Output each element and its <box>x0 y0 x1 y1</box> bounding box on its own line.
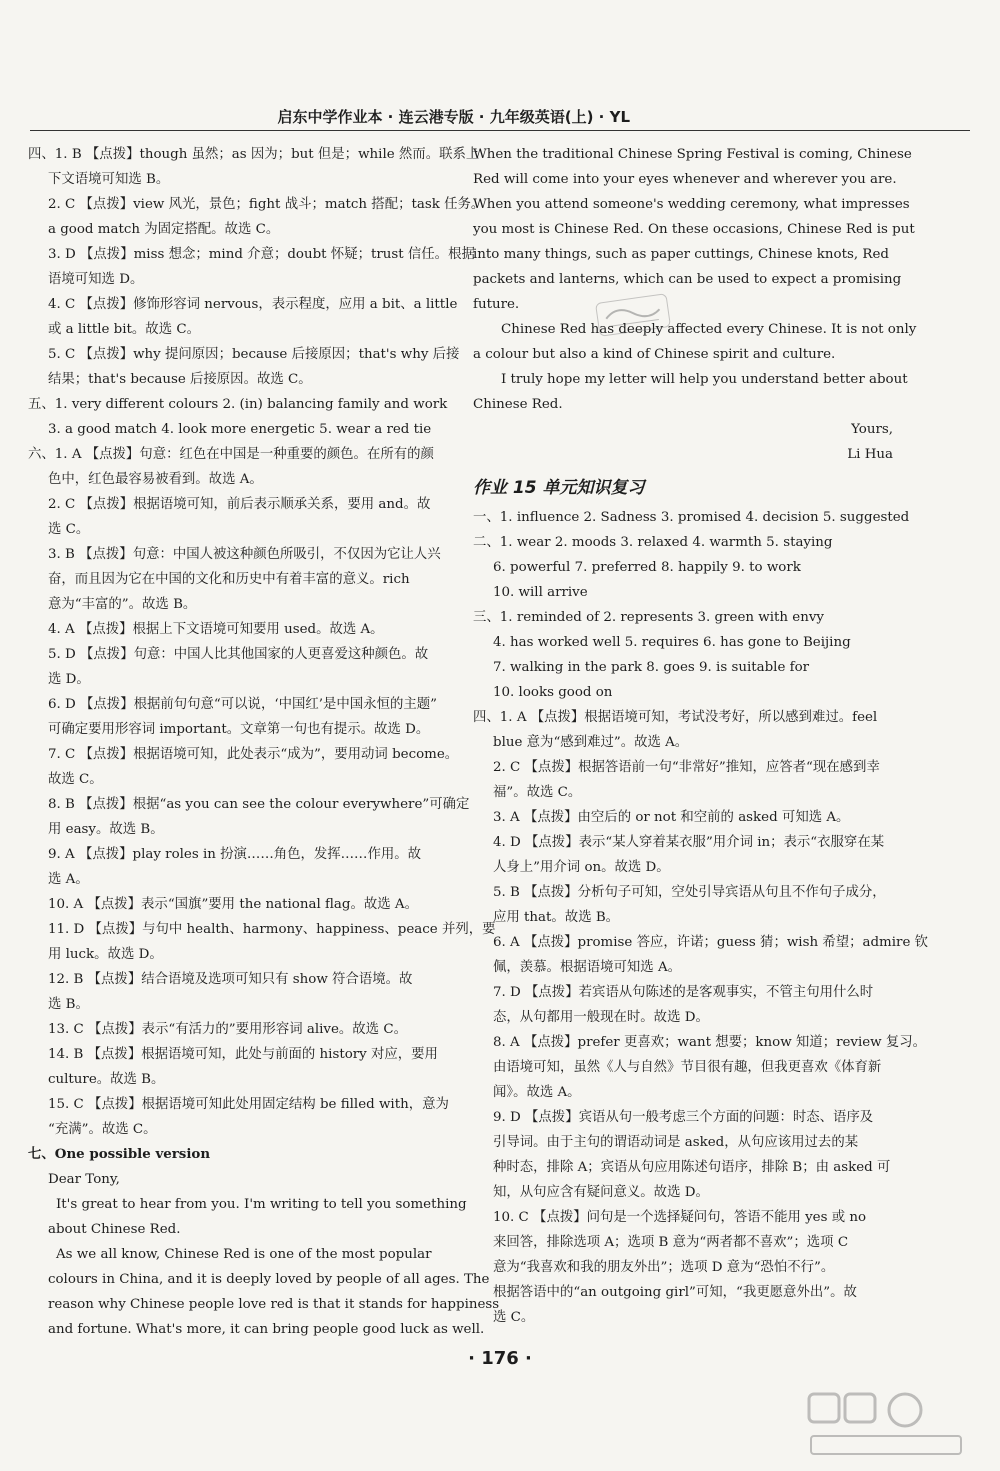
left-text-line: 选 B。 <box>48 997 89 1012</box>
left-text-line: 选 A。 <box>48 872 89 887</box>
letter-text-line: When the traditional Chinese Spring Festival is coming, Chinese <box>473 147 912 162</box>
left-text-line: 意为“丰富的”。故选 B。 <box>48 597 197 612</box>
left-text-line: colours in China, and it is deeply loved by people of all ages. The <box>48 1272 490 1287</box>
left-text-line: 五、1. very different colours 2. (in) balancing family and work <box>28 397 448 412</box>
answer-text-line: 3. A 【点拨】由空后的 or not 和空前的 asked 可知选 A。 <box>493 810 850 825</box>
left-text-line: 用 easy。故选 B。 <box>48 822 164 837</box>
answer-text-line: 6. powerful 7. preferred 8. happily 9. to work <box>493 560 801 575</box>
letter-text-line: Chinese Red. <box>473 397 563 412</box>
letter-text-line: When you attend someone's wedding ceremony, what impresses <box>473 197 910 212</box>
answer-text-line: 8. A 【点拨】prefer 更喜欢；want 想要；know 知道；review 复习。 <box>493 1035 927 1050</box>
left-text-line: 7. C 【点拨】根据语境可知，此处表示“成为”，要用动词 become。 <box>48 747 459 762</box>
letter-text-line: I truly hope my letter will help you understand better about <box>501 372 908 387</box>
answer-text-line: 由语境可知，虽然《人与自然》节目很有趣，但我更喜欢《体育新 <box>493 1060 882 1075</box>
left-text-line: 六、1. A 【点拨】句意：红色在中国是一种重要的颜色。在所有的颜 <box>28 447 434 462</box>
answer-text-line: 意为“我喜欢和我的朋友外出”；选项 D 意为“恐怕不行”。 <box>493 1260 835 1275</box>
page-number: · 176 · <box>468 1348 532 1369</box>
letter-text-line: future. <box>473 297 520 312</box>
left-text-line: 4. A 【点拨】根据上下文语境可知要用 used。故选 A。 <box>48 622 384 637</box>
answer-text-line: 7. walking in the park 8. goes 9. is suitable for <box>493 660 810 675</box>
left-text-line: 用 luck。故选 D。 <box>48 947 163 962</box>
left-text-line: 4. C 【点拨】修饰形容词 nervous，表示程度，应用 a bit、a little <box>48 297 458 312</box>
answer-text-line: 7. D 【点拨】若宾语从句陈述的是客观事实，不管主句用什么时 <box>493 985 874 1000</box>
left-text-line: 3. B 【点拨】句意：中国人被这种颜色所吸引，不仅因为它让人兴 <box>48 547 441 562</box>
left-text-line: 12. B 【点拨】结合语境及选项可知只有 show 符合语境。故 <box>48 972 413 987</box>
section-heading: 作业 15 单元知识复习 <box>473 478 645 498</box>
running-title: 启东中学作业本 · 连云港专版 · 九年级英语(上) · YL <box>277 108 630 126</box>
left-text-line: It's great to hear from you. I'm writing to tell you something <box>56 1197 467 1212</box>
answer-text-line: 闻》。故选 A。 <box>493 1085 581 1100</box>
answer-text-line: 三、1. reminded of 2. represents 3. green with envy <box>473 610 824 625</box>
left-text-line: about Chinese Red. <box>48 1222 181 1237</box>
letter-text-line: Yours, <box>851 422 893 437</box>
left-text-line: 3. D 【点拨】miss 想念；mind 介意；doubt 怀疑；trust 信任。根据 <box>48 247 475 262</box>
left-text-line: culture。故选 B。 <box>48 1072 165 1087</box>
answer-text-line: 10. will arrive <box>493 585 588 600</box>
left-text-line: 8. B 【点拨】根据“as you can see the colour everywhere”可确定 <box>48 797 470 812</box>
answer-text-line: 5. B 【点拨】分析句子可知，空处引导宾语从句且不作句子成分， <box>493 885 886 900</box>
answer-text-line: 一、1. influence 2. Sadness 3. promised 4. decision 5. suggested <box>473 510 910 525</box>
left-text-line: 5. C 【点拨】why 提问原因；because 后接原因；that's why 后接 <box>48 347 460 362</box>
answer-text-line: 根据答语中的“an outgoing girl”可知，“我更愿意外出”。故 <box>493 1285 857 1300</box>
answer-text-line: 应用 that。故选 B。 <box>493 910 620 925</box>
left-text-line: 选 C。 <box>48 522 90 537</box>
left-text-line: 四、1. B 【点拨】though 虽然；as 因为；but 但是；while 然而。联系上 <box>28 147 480 162</box>
answer-text-line: 10. looks good on <box>493 685 613 700</box>
left-text-line: 七、One possible version <box>28 1146 211 1162</box>
left-text-line: 2. C 【点拨】根据语境可知，前后表示顺承关系，要用 and。故 <box>48 497 431 512</box>
left-text-line: Dear Tony, <box>48 1172 120 1187</box>
letter-text-line: into many things, such as paper cuttings, Chinese knots, Red <box>473 247 889 262</box>
left-text-line: 5. D 【点拨】句意：中国人比其他国家的人更喜爱这种颜色。故 <box>48 647 429 662</box>
answer-text-line: 2. C 【点拨】根据答语前一句“非常好”推知，应答者“现在感到幸 <box>493 760 880 775</box>
left-text-line: 色中，红色最容易被看到。故选 A。 <box>48 472 263 487</box>
answer-text-line: 6. A 【点拨】promise 答应，许诺；guess 猜；wish 希望；admire 钦 <box>493 935 929 950</box>
answer-text-line: 态，从句都用一般现在时。故选 D。 <box>493 1010 709 1025</box>
watermark-logo <box>805 1388 975 1463</box>
page-header <box>30 100 970 131</box>
answer-text-line: 福”。故选 C。 <box>493 785 582 800</box>
left-text-line: 可确定要用形容词 important。文章第一句也有提示。故选 D。 <box>48 722 430 737</box>
left-text-line: 下文语境可知选 B。 <box>48 172 170 187</box>
left-text-line: and fortune. What's more, it can bring people good luck as well. <box>48 1322 485 1337</box>
answer-text-line: 四、1. A 【点拨】根据语境可知，考试没考好，所以感到难过。feel <box>473 710 878 725</box>
left-text-line: 故选 C。 <box>48 772 103 787</box>
answer-text-line: 知，从句应含有疑问意义。故选 D。 <box>493 1185 709 1200</box>
left-text-line: 结果；that's because 后接原因。故选 C。 <box>48 372 312 387</box>
left-text-line: 2. C 【点拨】view 风光，景色；fight 战斗；match 搭配；task 任务。 <box>48 197 485 212</box>
left-text-line: 奋，而且因为它在中国的文化和历史中有着丰富的意义。rich <box>48 572 410 587</box>
answer-text-line: 人身上”用介词 on。故选 D。 <box>493 860 670 875</box>
left-text-line: 13. C 【点拨】表示“有活力的”要用形容词 alive。故选 C。 <box>48 1022 407 1037</box>
left-text-line: a good match 为固定搭配。故选 C。 <box>48 222 280 237</box>
left-text-line: 或 a little bit。故选 C。 <box>48 322 200 337</box>
answer-text-line: 10. C 【点拨】问句是一个选择疑问句，答语不能用 yes 或 no <box>493 1210 867 1225</box>
right-column <box>473 142 929 1330</box>
left-text-line: 选 D。 <box>48 672 90 687</box>
letter-text-line: Li Hua <box>847 447 893 462</box>
left-text-line: 11. D 【点拨】与句中 health、harmony、happiness、peace 并列，要 <box>48 922 496 937</box>
left-text-line: reason why Chinese people love red is that it stands for happiness <box>48 1297 500 1312</box>
answer-text-line: 选 C。 <box>493 1310 535 1325</box>
answer-text-line: blue 意为“感到难过”。故选 A。 <box>493 735 689 750</box>
answer-text-line: 9. D 【点拨】宾语从句一般考虑三个方面的问题：时态、语序及 <box>493 1110 874 1125</box>
left-text-line: 14. B 【点拨】根据语境可知，此处与前面的 history 对应，要用 <box>48 1047 438 1062</box>
left-text-line: “充满”。故选 C。 <box>48 1122 157 1137</box>
answer-text-line: 二、1. wear 2. moods 3. relaxed 4. warmth 5. staying <box>473 535 833 550</box>
letter-text-line: packets and lanterns, which can be used to expect a promising <box>473 272 902 287</box>
left-text-line: As we all know, Chinese Red is one of the most popular <box>56 1247 432 1262</box>
answer-text-line: 4. D 【点拨】表示“某人穿着某衣服”用介词 in；表示“衣服穿在某 <box>493 835 885 850</box>
answer-text-line: 来回答，排除选项 A；选项 B 意为“两者都不喜欢”；选项 C <box>493 1235 849 1250</box>
left-text-line: 10. A 【点拨】表示“国旗”要用 the national flag。故选 A。 <box>48 897 418 912</box>
letter-text-line: Chinese Red has deeply affected every Chinese. It is not only <box>501 322 917 337</box>
left-text-line: 语境可知选 D。 <box>48 272 144 287</box>
answer-text-line: 4. has worked well 5. requires 6. has gone to Beijing <box>493 635 851 650</box>
letter-text-line: you most is Chinese Red. On these occasions, Chinese Red is put <box>473 222 915 237</box>
answer-text-line: 佩，羡慕。根据语境可知选 A。 <box>493 960 682 975</box>
letter-text-line: Red will come into your eyes whenever and wherever you are. <box>473 172 897 187</box>
letter-text-line: a colour but also a kind of Chinese spirit and culture. <box>473 347 836 362</box>
left-text-line: 6. D 【点拨】根据前句句意“可以说，‘中国红’是中国永恒的主题” <box>48 697 437 712</box>
answer-text-line: 种时态，排除 A；宾语从句应用陈述句语序，排除 B；由 asked 可 <box>493 1160 891 1175</box>
answer-text-line: 引导词。由于主句的谓语动词是 asked，从句应该用过去的某 <box>493 1135 859 1150</box>
left-text-line: 15. C 【点拨】根据语境可知此处用固定结构 be filled with，意为 <box>48 1097 449 1112</box>
left-text-line: 9. A 【点拨】play roles in 扮演……角色，发挥……作用。故 <box>48 847 422 862</box>
left-text-line: 3. a good match 4. look more energetic 5. wear a red tie <box>48 422 432 437</box>
